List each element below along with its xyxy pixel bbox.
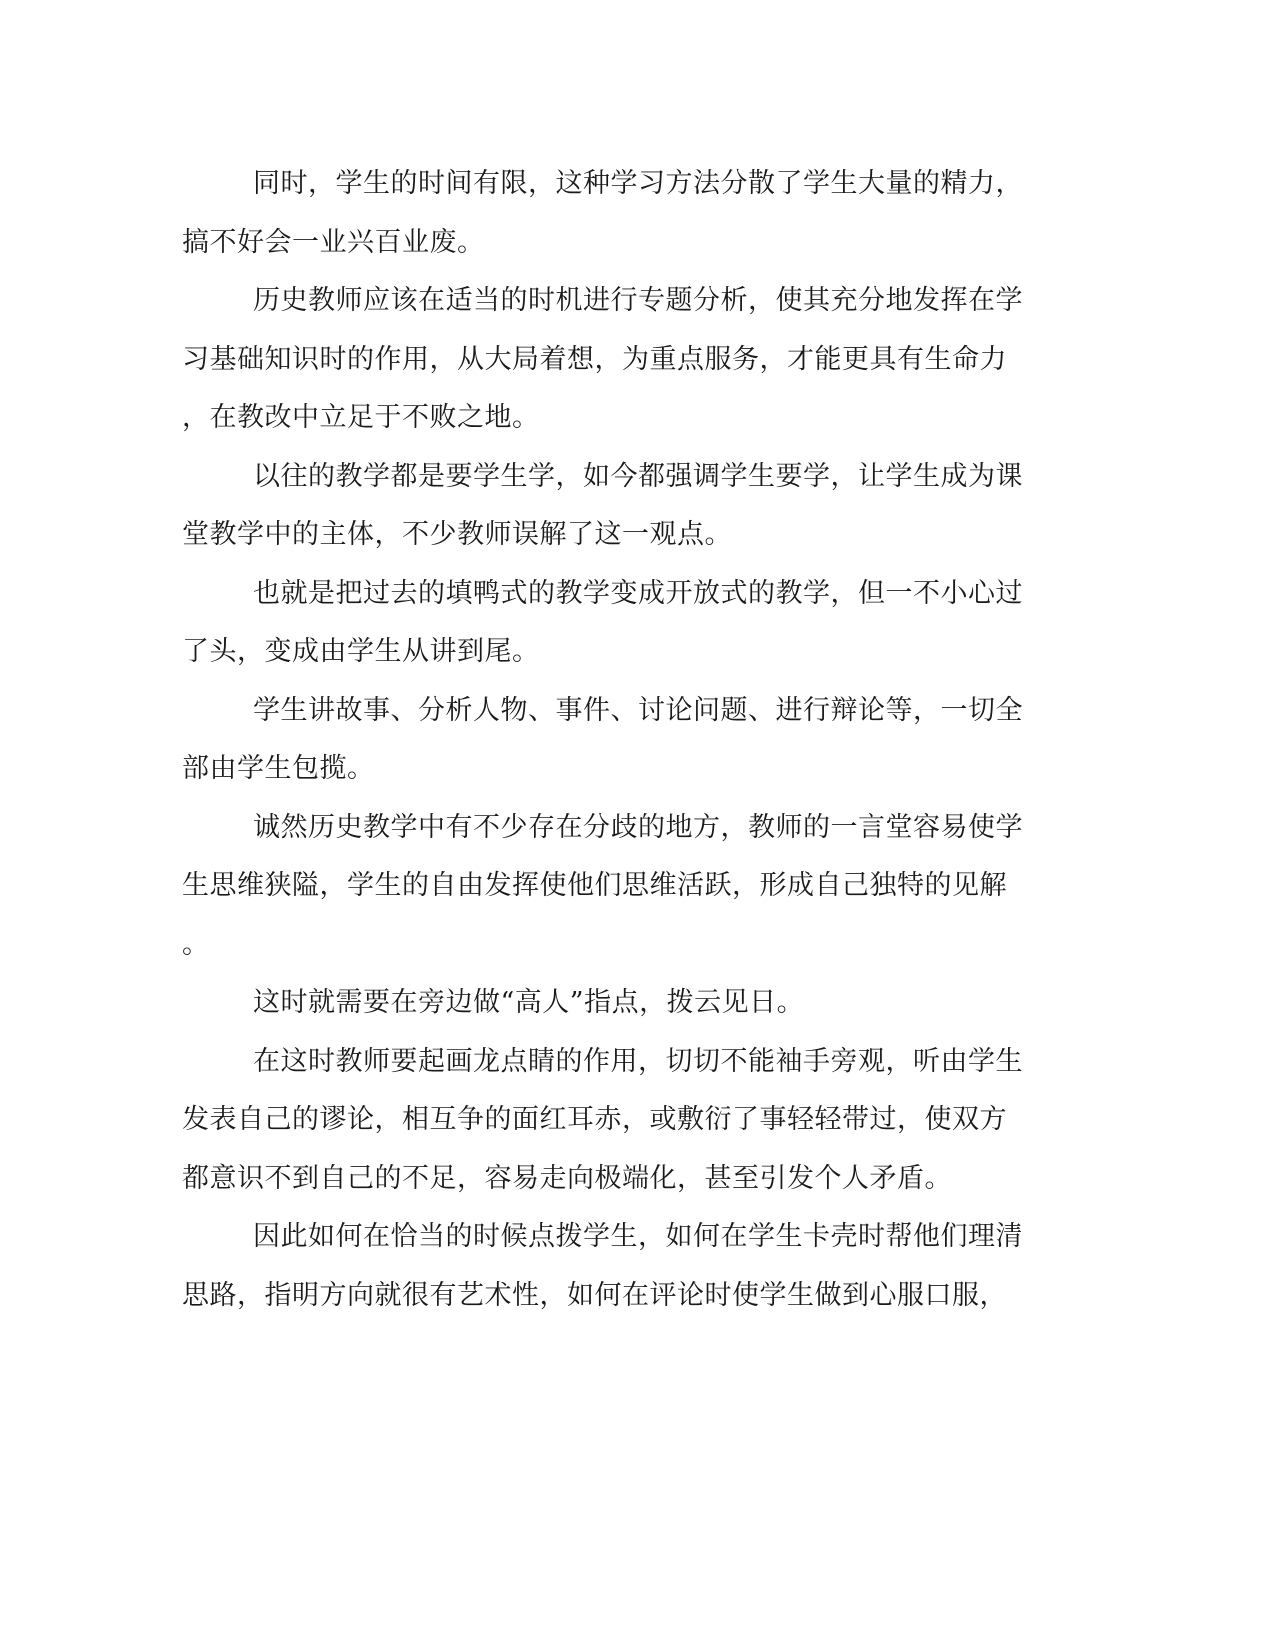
text-line: 也就是把过去的填鸭式的教学变成开放式的教学，但一不小心过	[253, 577, 1023, 609]
text-line: 发表自己的谬论，相互争的面红耳赤，或敷衍了事轻轻带过，使双方	[182, 1104, 1007, 1135]
text-line: 学生讲故事、分析人物、事件、讨论问题、进行辩论等，一切全	[253, 694, 1023, 726]
text-line: 生思维狭隘，学生的自由发挥使他们思维活跃，形成自己独特的见解	[182, 870, 1007, 901]
text-line: 堂教学中的主体，不少教师误解了这一观点。	[182, 519, 732, 550]
text-line: 以往的教学都是要学生学，如今都强调学生要学，让学生成为课	[253, 460, 1023, 492]
text-line: 在这时教师要起画龙点睛的作用，切切不能袖手旁观，听由学生	[253, 1045, 1023, 1077]
text-line: 。	[182, 928, 210, 960]
text-line: 部由学生包揽。	[182, 753, 375, 784]
text-line: 思路，指明方向就很有艺术性，如何在评论时使学生做到心服口服，	[182, 1279, 1007, 1311]
text-line: 都意识不到自己的不足，容易走向极端化，甚至引发个人矛盾。	[182, 1162, 952, 1194]
text-line: ，在教改中立足于不败之地。	[182, 402, 540, 433]
body-text	[182, 155, 1032, 1325]
text-line: 历史教师应该在适当的时机进行专题分析，使其充分地发挥在学	[253, 285, 1023, 316]
text-line: 同时，学生的时间有限，这种学习方法分散了学生大量的精力，	[253, 168, 1023, 199]
text-line: 了头，变成由学生从讲到尾。	[182, 636, 540, 667]
text-line: 这时就需要在旁边做“高人”指点，拨云见日。	[253, 987, 805, 1018]
text-line: 习基础知识时的作用，从大局着想，为重点服务，才能更具有生命力	[182, 343, 1007, 375]
text-line: 因此如何在恰当的时候点拨学生，如何在学生卡壳时帮他们理清	[253, 1221, 1023, 1252]
text-line: 搞不好会一业兴百业废。	[182, 226, 485, 258]
text-line: 诚然历史教学中有不少存在分歧的地方，教师的一言堂容易使学	[253, 811, 1023, 843]
